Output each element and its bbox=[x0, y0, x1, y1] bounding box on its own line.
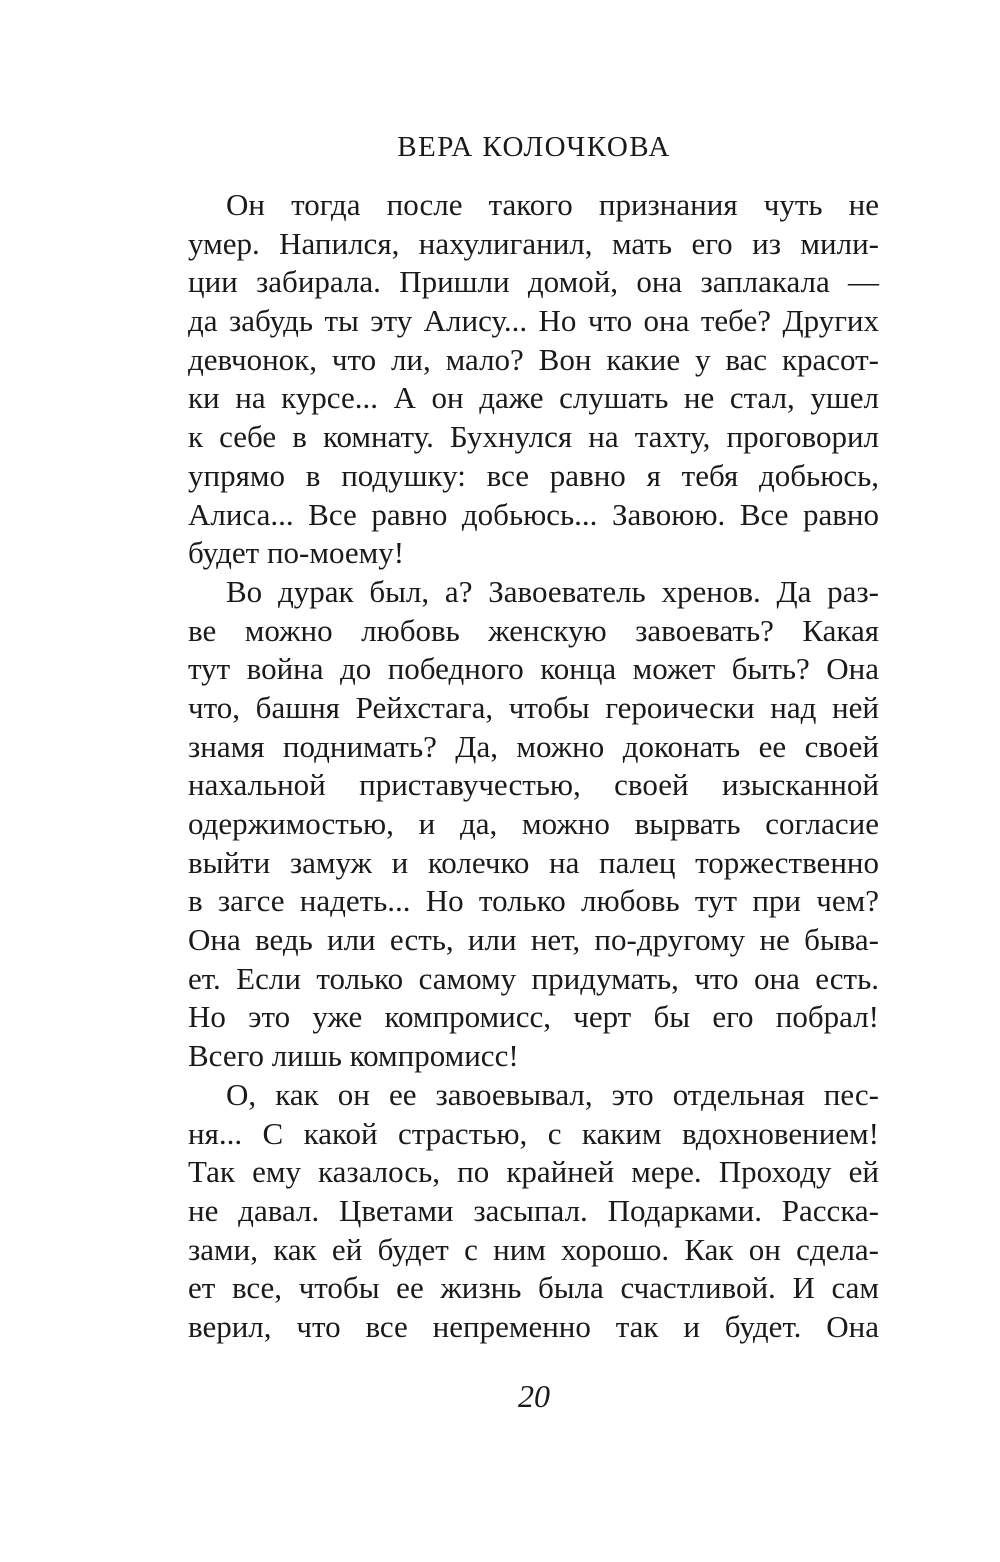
text-line: знамя поднимать? Да, можно доконать ее своей bbox=[188, 728, 879, 764]
text-line: ве можно любовь женскую завоевать? Какая bbox=[188, 612, 879, 648]
text-line: что, башня Рейхстага, чтобы героически над ней bbox=[188, 689, 879, 725]
text-line: Она ведь или есть, или нет, по-другому не быва- bbox=[188, 922, 879, 958]
body-text bbox=[188, 186, 879, 1347]
text-line: в загсе надеть... Но только любовь тут при чем? bbox=[188, 883, 879, 919]
text-line: верил, что все непременно так и будет. Она bbox=[188, 1308, 879, 1344]
text-line: Так ему казалось, по крайней мере. Проходу ей bbox=[188, 1154, 879, 1190]
running-head: ВЕРА КОЛОЧКОВА bbox=[397, 131, 671, 163]
text-line: ет. Если только самому придумать, что она есть. bbox=[188, 960, 879, 996]
text-line: будет по-моему! bbox=[188, 535, 405, 571]
text-line: ки на курсе... А он даже слушать не стал, ушел bbox=[188, 380, 879, 416]
text-line: ня... С какой страстью, с каким вдохновением! bbox=[188, 1115, 879, 1151]
text-line: упрямо в подушку: все равно я тебя добьюсь, bbox=[188, 457, 879, 493]
text-line: О, как он ее завоевывал, это отдельная пес- bbox=[226, 1076, 879, 1112]
text-line: умер. Напился, нахулиганил, мать его из мили- bbox=[188, 225, 879, 261]
text-line: одержимостью, и да, можно вырвать согласие bbox=[188, 806, 879, 841]
text-line: Он тогда после такого признания чуть не bbox=[226, 187, 879, 222]
text-line: Во дурак был, а? Завоеватель хренов. Да раз- bbox=[226, 573, 879, 609]
text-line: девчонок, что ли, мало? Вон какие у вас красот- bbox=[188, 341, 879, 377]
text-line: тут война до победного конца может быть? Она bbox=[188, 651, 879, 687]
text-line: Алиса... Все равно добьюсь... Завоюю. Все равно bbox=[188, 496, 879, 532]
text-line: Всего лишь компромисс! bbox=[188, 1038, 519, 1074]
page-number: 20 bbox=[518, 1378, 550, 1414]
text-line: да забудь ты эту Алису... Но что она тебе? Других bbox=[188, 303, 879, 339]
text-line: выйти замуж и колечко на палец торжественно bbox=[188, 844, 879, 880]
text-line: ет все, чтобы ее жизнь была счастливой. И сам bbox=[188, 1270, 879, 1306]
text-line: Но это уже компромисс, черт бы его побрал! bbox=[188, 999, 879, 1035]
text-line: к себе в комнату. Бухнулся на тахту, проговорил bbox=[188, 419, 879, 455]
text-line: нахальной приставучестью, своей изысканной bbox=[188, 767, 879, 803]
text-line: не давал. Цветами засыпал. Подарками. Расска- bbox=[188, 1192, 879, 1228]
text-line: зами, как ей будет с ним хорошо. Как он сдела- bbox=[188, 1231, 879, 1267]
text-line: ции забирала. Пришли домой, она заплакала — bbox=[188, 264, 879, 300]
